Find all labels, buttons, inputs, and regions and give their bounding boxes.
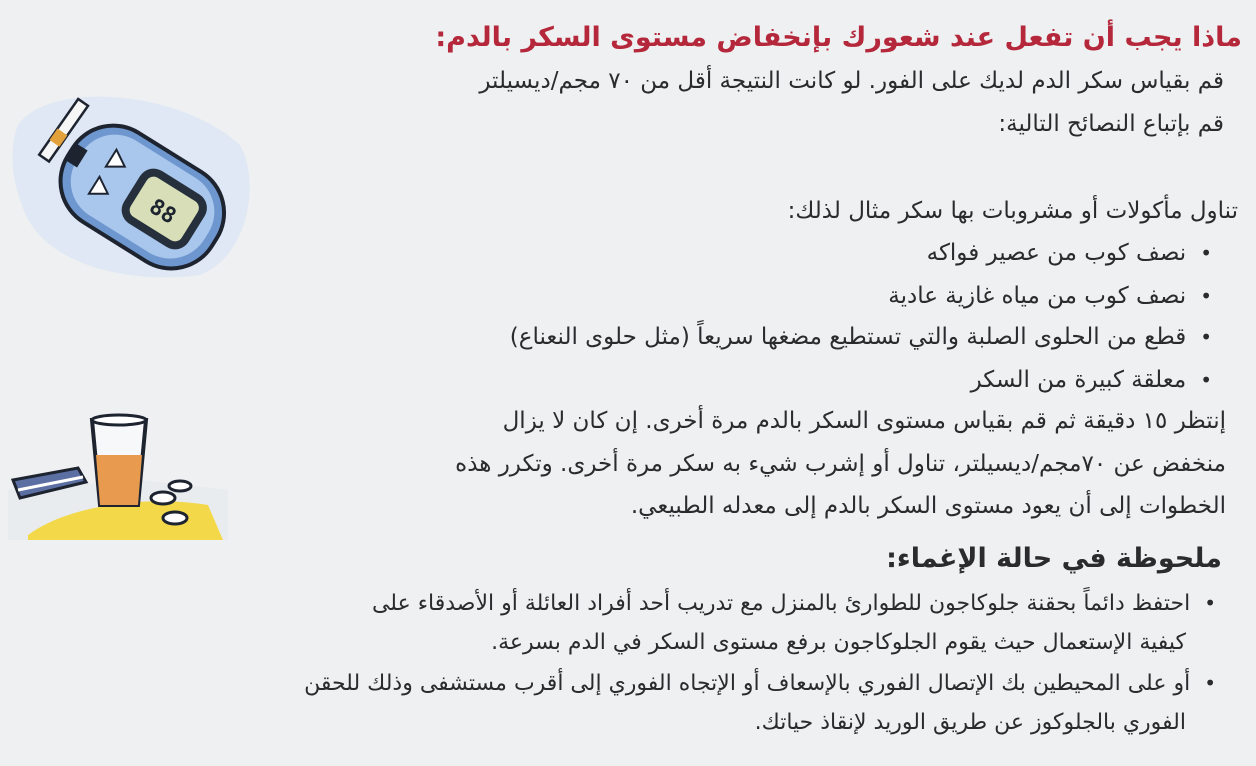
note-item-1-line-2: كيفية الإستعمال حيث يقوم الجلوكاجون برفع مستوى السكر في الدم بسرعة. [491, 630, 1186, 655]
note-item-2-line-2: الفوري بالجلوكوز عن طريق الوريد لإنقاذ حياتك. [754, 710, 1186, 735]
juice-glass-icon [8, 410, 228, 540]
list-item: • نصف كوب من عصير فواكه [927, 242, 1212, 265]
page-title: ماذا يجب أن تفعل عند شعورك بإنخفاض مستوى السكر بالدم: [435, 22, 1242, 53]
intro-line-2: قم بإتباع النصائح التالية: [998, 111, 1224, 137]
list-item: • أو على المحيطين بك الإتصال الفوري بالإسعاف أو الإتجاه الفوري إلى أقرب مستشفى وذلك للحقن [304, 673, 1216, 695]
wait-line-1: إنتظر ١٥ دقيقة ثم قم بقياس مستوى السكر بالدم مرة أخرى. إن كان لا يزال [502, 408, 1226, 434]
intro-line-1: قم بقياس سكر الدم لديك على الفور. لو كانت النتيجة أقل من ٧٠ مجم/ديسيلتر [479, 68, 1224, 94]
note-title: ملحوظة في حالة الإغماء: [886, 543, 1222, 574]
meter-display-text: 88 [144, 194, 181, 230]
list-item: • احتفظ دائماً بحقنة جلوكاجون للطوارئ بالمنزل مع تدريب أحد أفراد العائلة أو الأصدقاء على [372, 593, 1216, 615]
wait-line-2: منخفض عن ٧٠مجم/ديسيلتر، تناول أو إشرب شيء به سكر مرة أخرى. وتكرر هذه [455, 451, 1226, 477]
advice-lead: تناول مأكولات أو مشروبات بها سكر مثال لذلك: [787, 198, 1238, 224]
wait-line-3: الخطوات إلى أن يعود مستوى السكر بالدم إلى معدله الطبيعي. [630, 493, 1226, 519]
list-item: • نصف كوب من مياه غازية عادية [888, 285, 1212, 308]
list-item: • قطع من الحلوى الصلبة والتي تستطيع مضغها سريعاً (مثل حلوى النعناع) [510, 326, 1212, 349]
list-item: • معلقة كبيرة من السكر [971, 369, 1212, 392]
glucose-meter-icon [10, 85, 255, 285]
